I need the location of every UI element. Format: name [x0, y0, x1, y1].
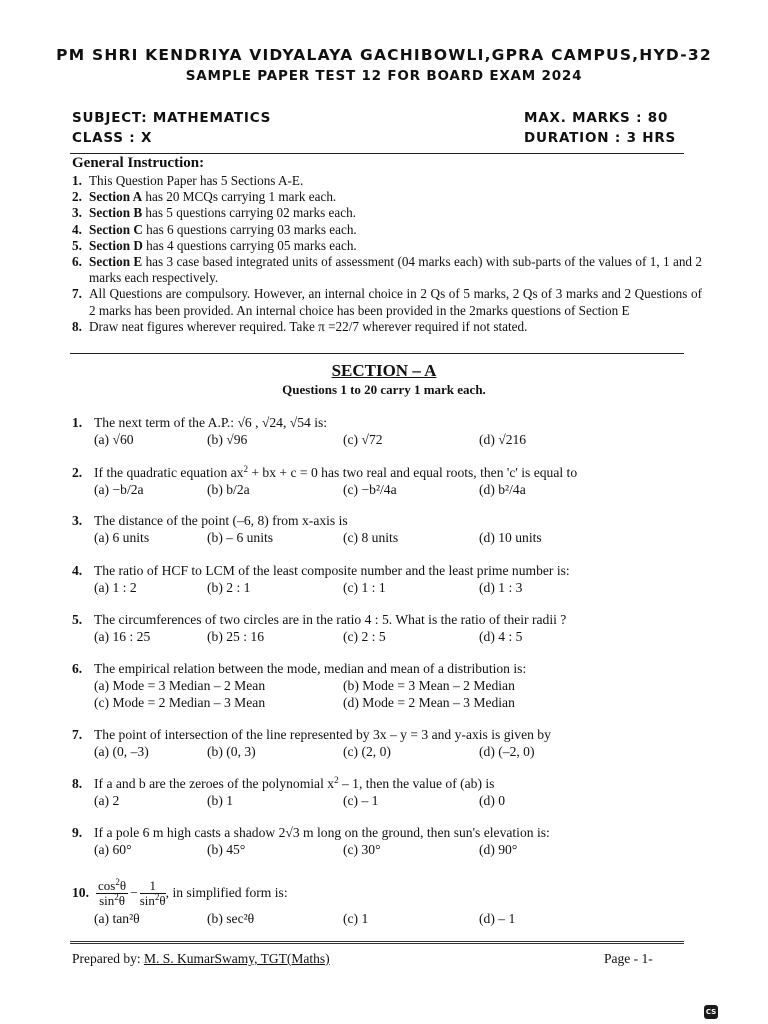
option-a: (a) 2	[94, 793, 120, 808]
class-label: CLASS : X	[72, 130, 153, 146]
question-5	[72, 611, 712, 645]
instruction-item: 2. Section A has 20 MCQs carrying 1 mark each.	[72, 189, 337, 205]
option-b: (b) 25 : 16	[207, 629, 265, 644]
option-d: (d) b²/4a	[479, 482, 526, 497]
question-2	[72, 464, 712, 498]
question-text: If a and b are the zeroes of the polynomial $x^2 - 1$, then the value of (ab) is	[94, 775, 495, 791]
camscanner-logo-icon: CS	[704, 1005, 718, 1019]
minus-sign: −	[130, 885, 138, 900]
section-title: SECTION – A	[331, 361, 437, 380]
header-divider	[70, 153, 684, 154]
question-7	[72, 726, 712, 760]
question-3	[72, 512, 712, 546]
option-a: (a) tan²θ	[94, 911, 140, 926]
question-6	[72, 660, 712, 711]
option-c: (c) – 1	[343, 793, 379, 808]
question-4	[72, 562, 712, 596]
option-d: (d) – 1	[479, 911, 516, 926]
subject-label: SUBJECT: MATHEMATICS	[72, 110, 272, 126]
option-d: (d) 10 units	[479, 530, 542, 545]
option-c: (c) √72	[343, 432, 383, 447]
options-row	[72, 841, 712, 858]
options-row	[72, 910, 712, 927]
option-b: (b) 1	[207, 793, 234, 808]
duration-label: DURATION : 3 HRS	[524, 130, 677, 146]
option-b: (b) – 6 units	[207, 530, 274, 545]
instruction-item: 4. Section C has 6 questions carrying 03 marks each.	[72, 221, 357, 237]
question-text: The circumferences of two circles are in the ratio 4 : 5. What is the ratio of their radii ?	[94, 612, 567, 627]
options-row	[72, 628, 712, 645]
option-d: (d) Mode = 2 Mean – 3 Median	[343, 695, 515, 710]
instructions-divider	[70, 353, 684, 354]
question-number: 9.	[72, 825, 83, 840]
question-number: 4.	[72, 563, 83, 578]
author-name: M. S. KumarSwamy, TGT(Maths)	[143, 951, 330, 966]
option-b: (b) sec²θ	[207, 911, 255, 926]
instruction-item: 7. All Questions are compulsory. However, an internal choice in 2 Qs of 5 marks, 2 Qs of 3 marks and 2 Questions of 2 marks has been provided. An internal choice has been provided in the 2marks questions of Section E	[72, 286, 702, 318]
option-a: (a) Mode = 3 Median – 2 Mean	[94, 678, 266, 693]
fraction-one-over-sin: $\frac{1}{\sin^2\theta}$	[139, 877, 166, 908]
option-d: (d) 1 : 3	[479, 580, 523, 595]
option-d: (d) 90°	[479, 842, 518, 857]
option-b: (b) b/2a	[207, 482, 250, 497]
question-number: 5.	[72, 612, 83, 627]
option-a: (a) (0, –3)	[94, 744, 149, 759]
footer-divider	[70, 941, 684, 944]
prepared-by: Prepared by: M. S. KumarSwamy, TGT(Maths)	[72, 951, 330, 966]
question-9	[72, 824, 712, 858]
options-row	[72, 529, 712, 546]
option-a: (a) 16 : 25	[94, 629, 151, 644]
question-8	[72, 775, 712, 809]
option-c: (c) 8 units	[343, 530, 399, 545]
option-d: (d) √216	[479, 432, 527, 447]
option-d: (d) 0	[479, 793, 506, 808]
options-row	[72, 694, 712, 711]
instructions-list	[72, 173, 702, 335]
question-text: The empirical relation between the mode, median and mean of a distribution is:	[94, 661, 527, 676]
option-b: (b) 2 : 1	[207, 580, 251, 595]
option-a: (a) √60	[94, 432, 134, 447]
option-a: (a) 60°	[94, 842, 132, 857]
instruction-item: 8. Draw neat figures wherever required. Take π =22/7 wherever required if not stated.	[72, 318, 528, 334]
instructions-title: General Instruction:	[72, 155, 205, 171]
question-text: The distance of the point (–6, 8) from x-axis is	[94, 513, 348, 528]
question-text: If a pole 6 m high casts a shadow 2√3 m long on the ground, then sun's elevation is:	[94, 825, 550, 840]
question-10	[72, 876, 712, 927]
option-d: (d) 4 : 5	[479, 629, 523, 644]
question-number: 6.	[72, 661, 83, 676]
question-number: 7.	[72, 727, 83, 742]
question-text: If the quadratic equation $ax^2$ + bx + c = 0 has two real and equal roots, then 'c' is equal to	[94, 464, 578, 480]
option-b: (b) (0, 3)	[207, 744, 256, 759]
instruction-item: 6. Section E has 3 case based integrated units of assessment (04 marks each) with sub-parts of the values of 1, 1 and 2 marks each respectively.	[72, 254, 702, 286]
options-row	[72, 743, 712, 760]
option-a: (a) −b/2a	[94, 482, 144, 497]
options-row	[72, 431, 712, 448]
options-row	[72, 481, 712, 498]
question-text: The point of intersection of the line represented by 3x – y = 3 and y-axis is given by	[94, 727, 551, 742]
options-row	[72, 792, 712, 809]
question-number: 1.	[72, 415, 83, 430]
instruction-item: 3. Section B has 5 questions carrying 02 marks each.	[72, 205, 356, 221]
fraction-cos-over-sin: $\frac{\cos^2\theta}{\sin^2\theta}$	[98, 876, 127, 908]
question-number: 2.	[72, 465, 83, 480]
option-a: (a) 1 : 2	[94, 580, 137, 595]
question-number: 10.	[72, 885, 89, 900]
question-text: , in simplified form is:	[165, 885, 288, 900]
paper-title: SAMPLE PAPER TEST 12 FOR BOARD EXAM 2024	[185, 68, 583, 84]
page-number: Page - 1-	[604, 951, 653, 966]
option-b: (b) 45°	[207, 842, 246, 857]
question-text: The ratio of HCF to LCM of the least composite number and the least prime number is:	[94, 563, 570, 578]
question-number: 8.	[72, 776, 83, 791]
school-name: PM SHRI KENDRIYA VIDYALAYA GACHIBOWLI,GPRA CAMPUS,HYD-32	[56, 46, 712, 64]
question-text: The next term of the A.P.: √6 , √24, √54 is:	[94, 415, 328, 430]
option-c: (c) −b²/4a	[343, 482, 397, 497]
max-marks-label: MAX. MARKS : 80	[524, 110, 669, 126]
option-c: (c) (2, 0)	[343, 744, 391, 759]
option-c: (c) 1	[343, 911, 369, 926]
section-subtitle: Questions 1 to 20 carry 1 mark each.	[282, 382, 486, 397]
instruction-item: 5. Section D has 4 questions carrying 05 marks each.	[72, 237, 357, 253]
option-c: (c) 1 : 1	[343, 580, 386, 595]
option-a: (a) 6 units	[94, 530, 150, 545]
instruction-item: 1. This Question Paper has 5 Sections A-E.	[72, 173, 304, 188]
question-1	[72, 414, 712, 448]
option-b: (b) Mode = 3 Mean – 2 Median	[343, 678, 515, 693]
option-d: (d) (–2, 0)	[479, 744, 535, 759]
option-c: (c) 2 : 5	[343, 629, 386, 644]
option-c: (c) Mode = 2 Median – 3 Mean	[94, 695, 266, 710]
option-c: (c) 30°	[343, 842, 381, 857]
options-row	[72, 677, 712, 694]
options-row	[72, 579, 712, 596]
question-number: 3.	[72, 513, 83, 528]
option-b: (b) √96	[207, 432, 248, 447]
